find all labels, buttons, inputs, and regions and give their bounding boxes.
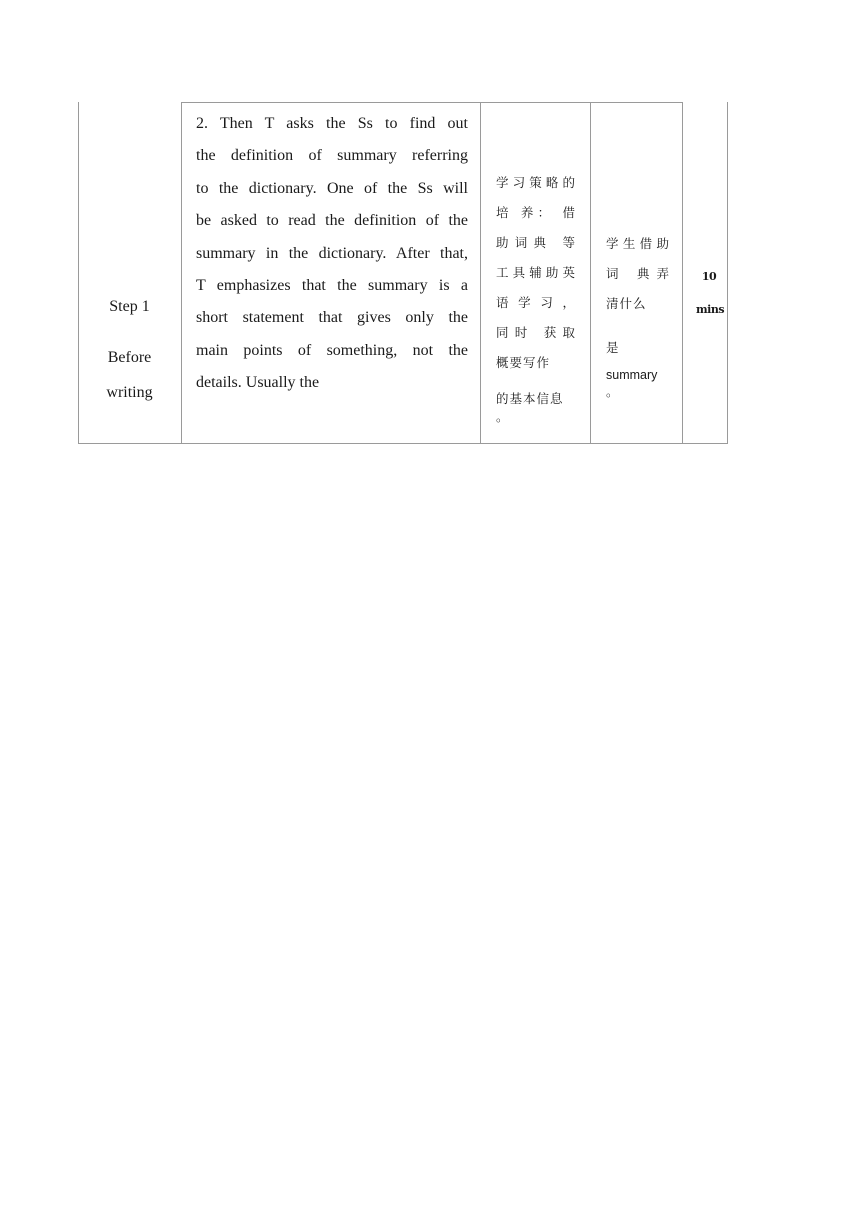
purpose-line: 同时 获取 (496, 325, 576, 340)
purpose-line: 培 养： 借 (496, 205, 576, 220)
procedure-line: 2. Then T asks the Ss to find out (196, 115, 468, 132)
procedure-line: T emphasizes that the summary is a (196, 277, 468, 295)
time-value: 10 (701, 270, 717, 283)
purpose-tail-line: 的基本信息 (496, 391, 564, 406)
purpose-line: 学习策略的 (496, 175, 576, 190)
purpose-cell (496, 168, 576, 426)
purpose-tail-period: 。 (496, 409, 510, 424)
step-label: Step 1 (109, 298, 150, 315)
time-cell (694, 270, 724, 316)
procedure-line: to the dictionary. One of the Ss will (196, 179, 468, 197)
purpose-line: 助词典 等 (496, 235, 576, 250)
purpose-line: 工具辅助英 (496, 265, 576, 280)
procedure-line: short statement that gives only the (196, 309, 468, 327)
student-line: 是 (606, 340, 620, 355)
table-right-border (727, 102, 728, 444)
table-col-divider-4 (682, 102, 683, 444)
procedure-line: main points of something, not the (196, 341, 468, 359)
lesson-plan-table (78, 102, 728, 444)
step-name-line-2: writing (106, 384, 153, 401)
purpose-line: 语 学 习 ， (496, 295, 576, 310)
procedure-line: be asked to read the definition of the (196, 212, 468, 230)
step-cell (78, 102, 181, 444)
student-activity-cell (606, 229, 670, 399)
table-col-divider-3 (590, 102, 591, 444)
table-col-divider-1 (181, 102, 182, 444)
student-period: 。 (606, 384, 620, 399)
student-line: 清什么 (606, 296, 647, 311)
purpose-line: 概要写作 (496, 355, 551, 370)
table-col-divider-2 (480, 102, 481, 444)
procedure-line: summary in the dictionary. After that, (196, 244, 468, 262)
time-unit: mins (696, 303, 725, 316)
table-top-border-purpose (480, 102, 682, 103)
procedure-line: the definition of summary referring (196, 147, 468, 165)
student-term: summary (606, 368, 658, 382)
student-line: 词 典弄 (606, 266, 670, 281)
procedure-cell (196, 108, 468, 400)
step-name-line-1: Before (107, 349, 152, 366)
student-line: 学生借助 (606, 236, 670, 251)
procedure-line: details. Usually the (196, 374, 320, 392)
table-top-border-procedure (181, 102, 480, 103)
